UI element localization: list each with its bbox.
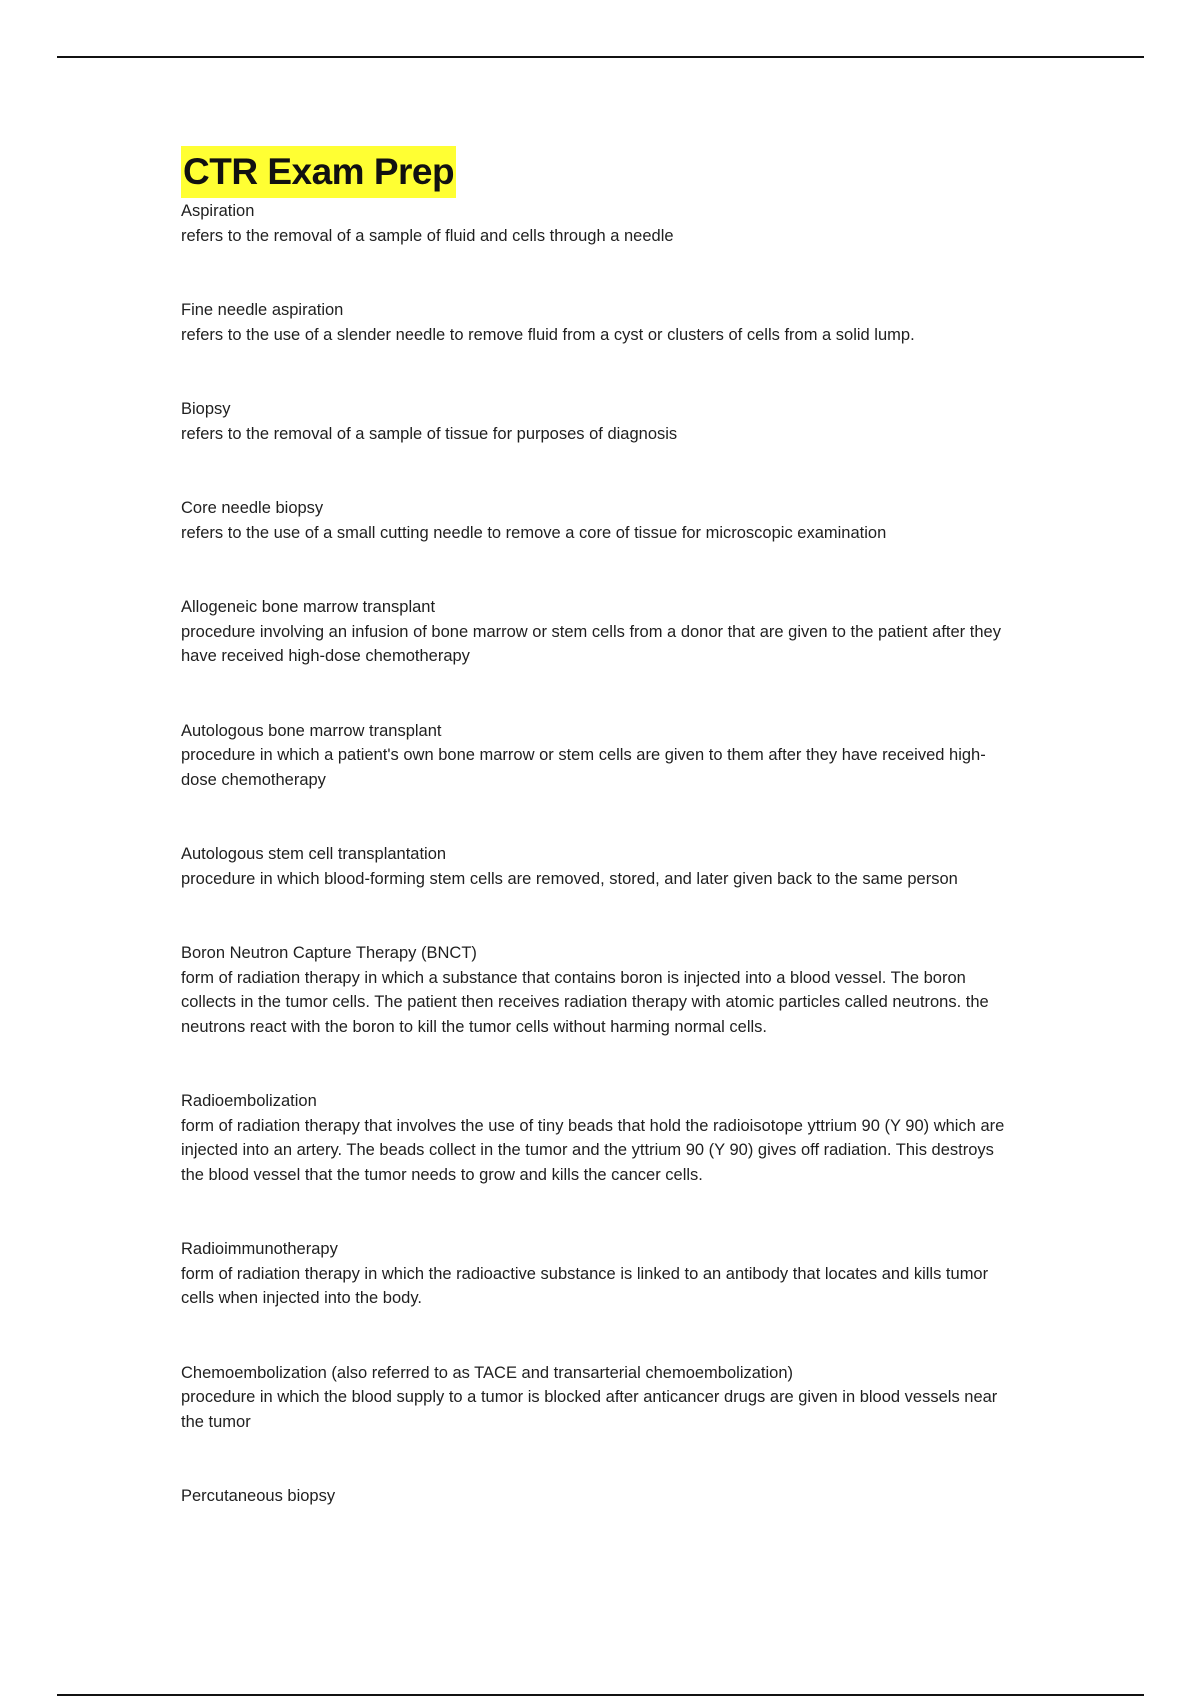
glossary-entry [181,1237,1021,1311]
glossary-definition: refers to the use of a small cutting needle to remove a core of tissue for microscopic examination [181,523,887,542]
glossary-term: Autologous stem cell transplantation [181,845,447,863]
glossary-term: Boron Neutron Capture Therapy (BNCT) [181,944,477,962]
page-bottom-rule [57,1694,1144,1696]
glossary-term: Radioimmunotherapy [181,1240,338,1258]
page-top-rule [57,56,1144,58]
glossary-term: Chemoembolization (also referred to as TACE and transarterial chemoembolization) [181,1363,794,1382]
glossary-term: Fine needle aspiration [181,301,344,319]
glossary-definition: refers to the use of a slender needle to remove fluid from a cyst or clusters of cells from a solid lump. [181,325,915,344]
glossary-entry [181,719,1021,793]
glossary-definition: form of radiation therapy that involves the use of tiny beads that hold the radioisotope yttrium 90 (Y 90) which are injected into an artery. The beads collect in the tumor and the yttrium 90 (Y 90) gives off radiation. This destroys the blood vessel that the tumor needs to grow and kills the cancer cells. [181,1116,1005,1184]
glossary-definition: procedure involving an infusion of bone marrow or stem cells from a donor that are given to the patient after they have received high-dose chemotherapy [181,622,1001,665]
glossary-list [181,199,1021,1509]
glossary-definition: refers to the removal of a sample of tissue for purposes of diagnosis [181,424,678,443]
glossary-term: Biopsy [181,400,231,418]
glossary-entry [181,496,1021,545]
glossary-definition: refers to the removal of a sample of fluid and cells through a needle [181,226,674,245]
glossary-entry [181,842,1021,891]
glossary-entry [181,1089,1021,1187]
glossary-term: Percutaneous biopsy [181,1487,336,1505]
glossary-entry [181,1361,1021,1435]
glossary-entry [181,298,1021,347]
glossary-entry [181,595,1021,669]
glossary-term: Core needle biopsy [181,499,324,517]
glossary-definition: form of radiation therapy in which the radioactive substance is linked to an antibody that locates and kills tumor cells when injected into the body. [181,1264,989,1307]
glossary-term: Allogeneic bone marrow transplant [181,598,436,616]
glossary-definition: procedure in which the blood supply to a tumor is blocked after anticancer drugs are given in blood vessels near the tumor [181,1388,998,1431]
page-title: CTR Exam Prep [181,146,456,198]
document-body [181,146,1021,1559]
glossary-term: Radioembolization [181,1092,317,1110]
glossary-definition: procedure in which a patient's own bone marrow or stem cells are given to them after they have received high-dose chemotherapy [181,746,986,789]
glossary-term: Aspiration [181,202,255,220]
glossary-term: Autologous bone marrow transplant [181,721,442,740]
glossary-entry [181,1484,1021,1509]
glossary-entry [181,941,1021,1039]
glossary-definition: form of radiation therapy in which a substance that contains boron is injected into a blood vessel. The boron collects in the tumor cells. The patient then receives radiation therapy with atomic particles called neutrons. the neutrons react with the boron to kill the tumor cells without harming normal cells. [181,968,989,1036]
glossary-entry [181,397,1021,446]
glossary-entry [181,199,1021,248]
glossary-definition: procedure in which blood-forming stem cells are removed, stored, and later given back to the same person [181,869,958,888]
